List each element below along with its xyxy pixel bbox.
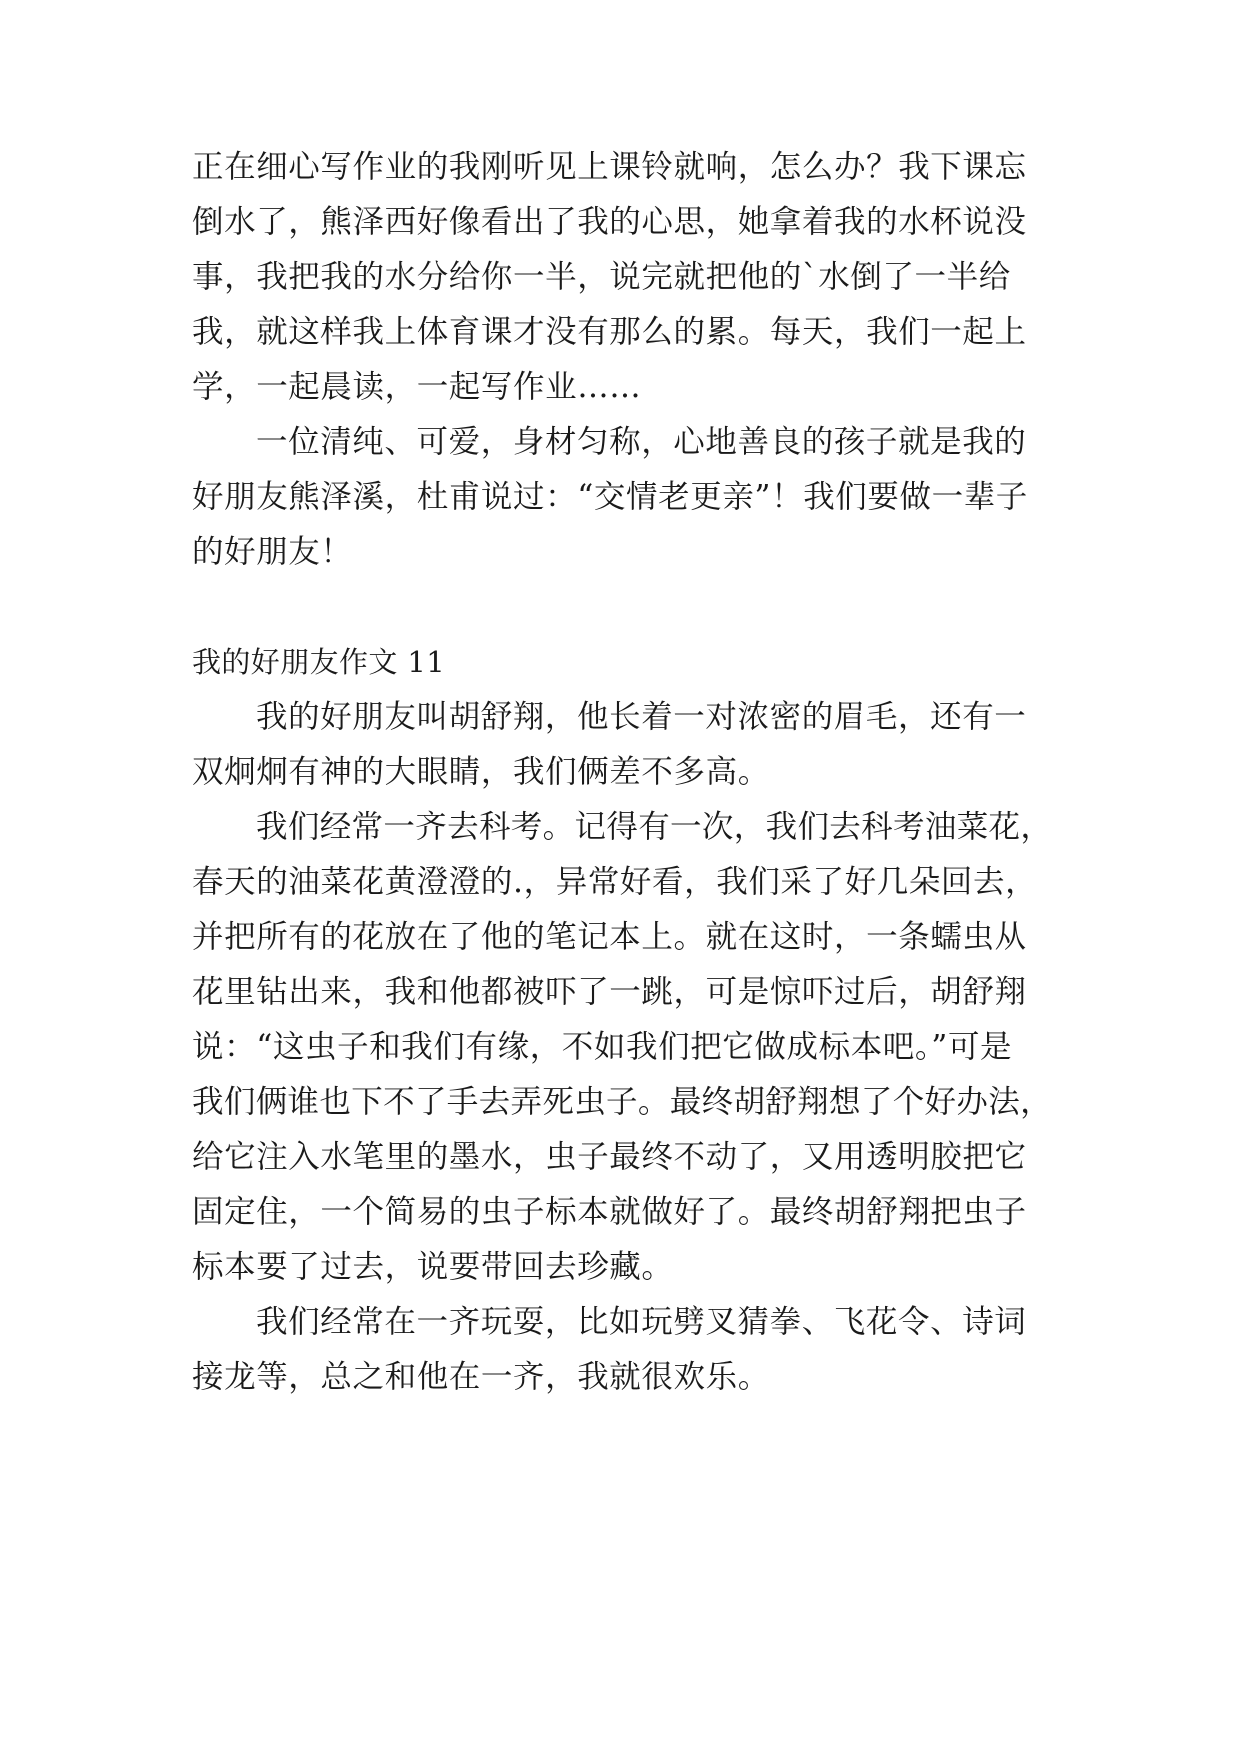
paragraph-line: 倒水了，熊泽西好像看出了我的心思，她拿着我的水杯说没 (192, 204, 1027, 240)
paragraph-line: 正在细心写作业的我刚听见上课铃就响，怎么办？我下课忘 (192, 149, 1027, 185)
paragraph-line: 并把所有的花放在了他的笔记本上。就在这时，一条蠕虫从 (192, 919, 1027, 955)
paragraph-line: 我们俩谁也下不了手去弄死虫子。最终胡舒翔想了个好办法， (192, 1084, 1052, 1120)
paragraph-line: 接龙等，总之和他在一齐，我就很欢乐。 (192, 1359, 770, 1395)
paragraph-line: 标本要了过去，说要带回去珍藏。 (192, 1249, 674, 1285)
paragraph-line: 春天的油菜花黄澄澄的.，异常好看，我们采了好几朵回去， (192, 864, 1038, 900)
paragraph-line: 的好朋友！ (192, 534, 353, 570)
paragraph-line: 我们经常在一齐玩耍，比如玩劈叉猜拳、飞花令、诗词 (256, 1304, 1027, 1340)
paragraph-line: 好朋友熊泽溪，杜甫说过：“交情老更亲”！我们要做一辈子 (192, 479, 1028, 515)
paragraph-line: 花里钻出来，我和他都被吓了一跳，可是惊吓过后，胡舒翔 (192, 974, 1027, 1010)
paragraph-line: 学，一起晨读，一起写作业…… (192, 369, 642, 405)
paragraph-line: 给它注入水笔里的墨水，虫子最终不动了，又用透明胶把它 (192, 1139, 1027, 1175)
paragraph-line: 我，就这样我上体育课才没有那么的累。每天，我们一起上 (192, 314, 1027, 350)
paragraph-line: 我的好朋友叫胡舒翔，他长着一对浓密的眉毛，还有一 (256, 699, 1027, 735)
paragraph-line: 我们经常一齐去科考。记得有一次，我们去科考油菜花， (256, 809, 1053, 845)
paragraph-line: 一位清纯、可爱，身材匀称，心地善良的孩子就是我的 (256, 424, 1027, 460)
paragraph-line: 双炯炯有神的大眼睛，我们俩差不多高。 (192, 754, 770, 790)
section-heading: 我的好朋友作文 11 (192, 645, 446, 679)
paragraph-line: 固定住，一个简易的虫子标本就做好了。最终胡舒翔把虫子 (192, 1194, 1027, 1230)
paragraph-line: 事，我把我的水分给你一半，说完就把他的`水倒了一半给 (192, 259, 1011, 295)
paragraph-line: 说：“这虫子和我们有缘，不如我们把它做成标本吧。”可是 (192, 1029, 1013, 1065)
